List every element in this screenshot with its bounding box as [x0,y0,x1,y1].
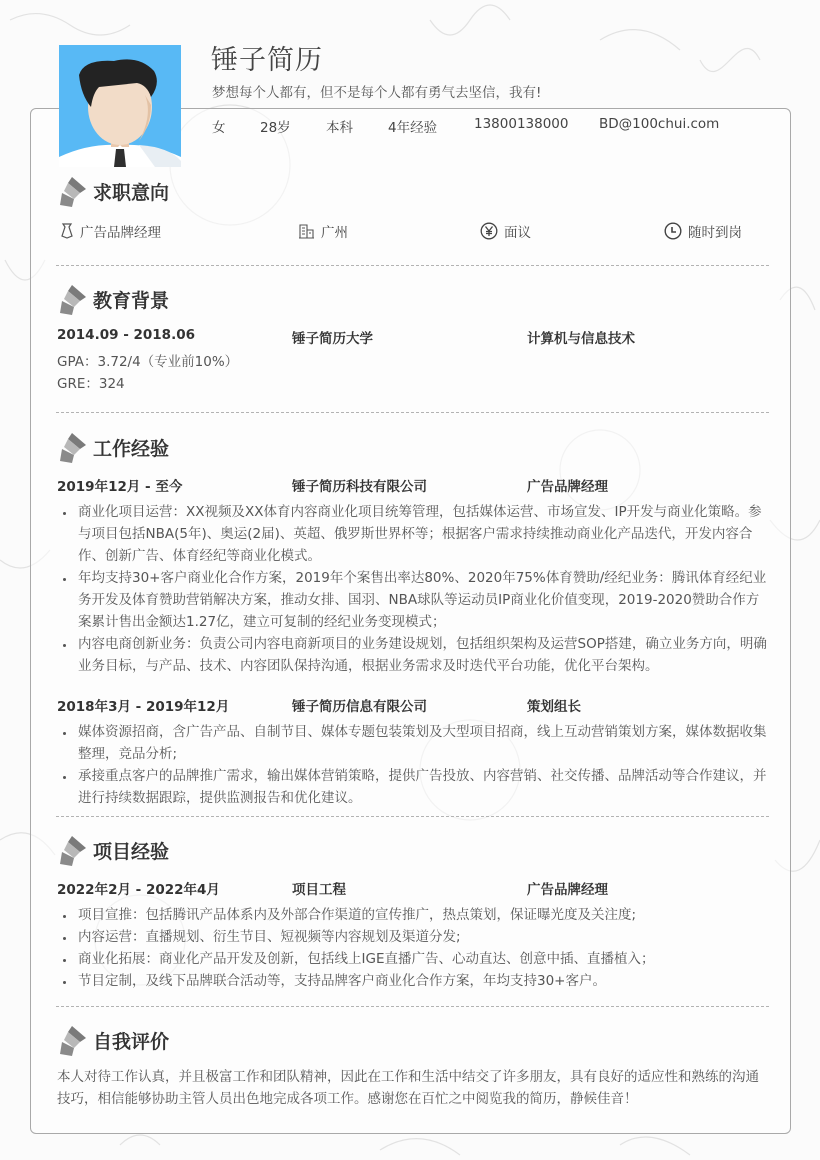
pen-hand-icon [58,175,90,209]
degree: 本科 [326,120,353,136]
pen-hand-icon [58,834,90,868]
list-item: • 媒体资源招商，含广告产品、自制节目、媒体专题包装策划及大型项目招商，线上互动营销策划方案，媒体数据收集整理，竞品分析; [76,721,768,765]
section-title: 工作经验 [93,438,170,460]
intent-salary: 面议 [480,221,531,241]
intent-availability: 随时到岗 [664,221,742,241]
section-job-intent [56,175,768,243]
project-period: 2022年2月 - 2022年4月 [57,882,220,898]
section-divider [56,1006,769,1007]
pen-hand-icon [58,283,90,317]
yen-icon [480,222,498,240]
list-item: • 内容电商创新业务：负责公司内容电商新项目的业务建设规划，包括组织架构及运营SOP搭建，确立业务方向，明确业务目标，与产品、技术、内容团队保持沟通，根据业务需求及时迭代平台功能，优化平台架构。 [76,633,768,677]
section-work [56,431,768,809]
edu-gre: GRE：324 [57,376,125,392]
job-role: 广告品牌经理 [527,479,608,495]
list-item: • 商业化拓展：商业化产品开发及创新，包括线上IGE直播广告、心动直达、创意中插、直播植入； [76,948,768,970]
job-period: 2018年3月 - 2019年12月 [57,699,230,715]
section-title: 自我评价 [93,1031,170,1053]
list-item: • 商业化项目运营：XX视频及XX体育内容商业化项目统筹管理，包括媒体运营、市场宣发、IP开发与商业化策略。参与项目包括NBA(5年)、奥运(2届)、英超、俄罗斯世界杯等；根据客户需求持续推动商业化产品迭代，开发内容合作、创新广告、体育经纪等商业化模式。 [76,501,768,567]
job-bullets [56,501,768,677]
edu-major: 计算机与信息技术 [527,331,635,347]
phone: 13800138000 [474,116,569,132]
section-education [56,283,768,395]
self-evaluation-text: 本人对待工作认真，并且极富工作和团队精神，因此在工作和生活中结交了许多朋友，具有良好的适应性和熟练的沟通技巧，相信能够协助主管人员出色地完成各项工作。感谢您在百忙之中阅览我的简历，静候佳音！ [57,1069,759,1107]
age: 28岁 [260,120,291,136]
section-divider [56,412,769,413]
motto: 梦想每个人都有，但不是每个人都有勇气去坚信，我有! [212,85,542,101]
list-item: • 项目宣推：包括腾讯产品体系内及外部合作渠道的宣传推广，热点策划，保证曝光度及关注度; [76,904,768,926]
intent-position: 广告品牌经理 [60,221,161,241]
job-role: 策划组长 [527,699,581,715]
pen-hand-icon [58,1024,90,1058]
project-name: 项目工程 [292,882,346,898]
list-item: • 年均支持30+客户商业化合作方案，2019年个案售出率达80%、2020年75%体育赞助/经纪业务：腾讯体育经纪业务开发及体育赞助营销解决方案，推动女排、国羽、NBA球队等运动员IP商业化价值变现，2019-2020赞助合作方案累计售出金额达1.27亿，建立可复制的经纪业务变现模式； [76,567,768,633]
section-self-evaluation [56,1024,768,1110]
avatar [59,45,181,167]
list-item: • 内容运营：直播规划、衍生节目、短视频等内容规划及渠道分发; [76,926,768,948]
experience-years: 4年经验 [388,120,438,136]
job-company: 锤子简历科技有限公司 [292,479,427,495]
list-item: • 承接重点客户的品牌推广需求，输出媒体营销策略，提供广告投放、内容营销、社交传播、品牌活动等合作建议，并进行持续数据跟踪，提供监测报告和优化建议。 [76,765,768,809]
building-icon [299,223,315,239]
section-divider [56,265,769,266]
clock-icon [664,222,682,240]
section-title: 项目经验 [93,841,170,863]
job-company: 锤子简历信息有限公司 [292,699,427,715]
job-bullets [56,721,768,809]
edu-school: 锤子简历大学 [292,331,373,347]
project-bullets [56,904,768,992]
section-title: 求职意向 [93,182,170,204]
candidate-name: 锤子简历 [211,45,323,76]
intent-city: 广州 [299,221,348,241]
section-title: 教育背景 [93,290,170,312]
edu-period: 2014.09 - 2018.06 [57,327,195,343]
email: BD@100chui.com [599,116,720,132]
section-divider [56,816,769,817]
edu-gpa: GPA：3.72/4（专业前10%） [57,354,239,370]
gender: 女 [212,120,226,136]
project-role: 广告品牌经理 [527,882,608,898]
job-period: 2019年12月 - 至今 [57,479,183,495]
person-portrait-icon [59,45,181,167]
section-project [56,834,768,992]
list-item: • 节目定制，及线下品牌联合活动等，支持品牌客户商业化合作方案，年均支持30+客户。 [76,970,768,992]
pen-hand-icon [58,431,90,465]
tie-icon [60,223,74,239]
